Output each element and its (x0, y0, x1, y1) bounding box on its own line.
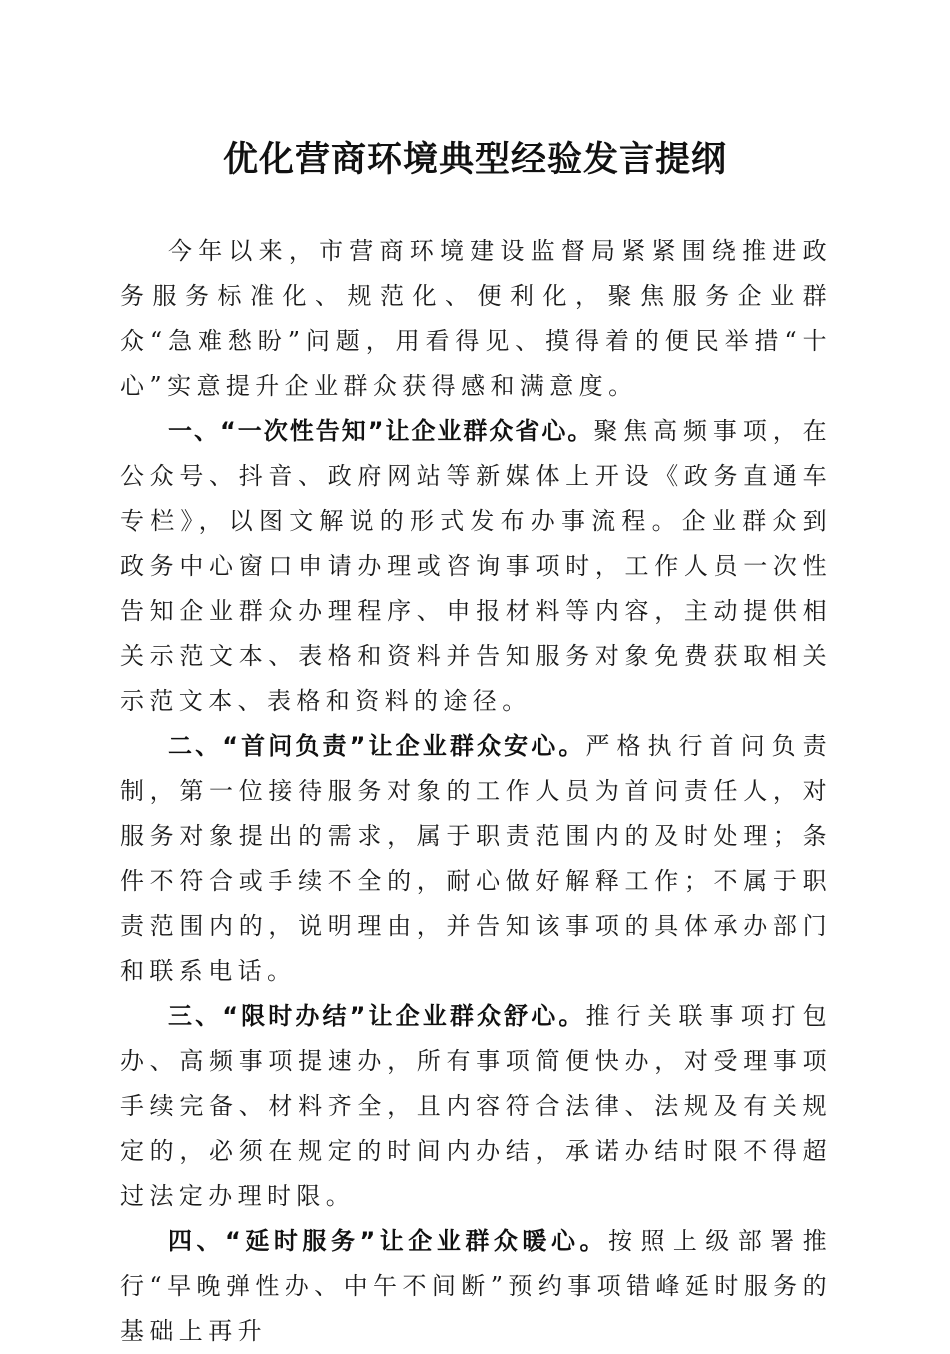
section-1-heading: 一、“一次性告知”让企业群众省心。 (168, 417, 594, 445)
section-1-paragraph (120, 409, 832, 724)
section-2-text: 严格执行首问负责制，第一位接待服务对象的工作人员为首问责任人，对服务对象提出的需求，属于职责范围内的及时处理；条件不符合或手续不全的，耐心做好解释工作；不属于职责范围内的，说明理由，并告知该事项的具体承办部门和联系电话。 (120, 732, 833, 985)
document-title: 优化营商环境典型经验发言提纲 (222, 139, 727, 180)
section-3-text: 推行关联事项打包办、高频事项提速办，所有事项简便快办，对受理事项手续完备、材料齐全，且内容符合法律、法规及有关规定的，必须在规定的时间内办结，承诺办结时限不得超过法定办理时限。 (120, 1002, 833, 1210)
section-4-text: 按照上级部署推行“早晚弹性办、中午不间断”预约事项错峰延时服务的基础上再升 (120, 1227, 832, 1345)
section-1-text: 聚焦高频事项，在公众号、抖音、政府网站等新媒体上开设《政务直通车专栏》，以图文解说的形式发布办事流程。企业群众到政务中心窗口申请办理或咨询事项时，工作人员一次性告知企业群众办理程序、申报材料等内容，主动提供相关示范文本、表格和资料并告知服务对象免费获取相关示范文本、表格和资料的途径。 (120, 417, 833, 715)
section-2-heading: 二、“首问负责”让企业群众安心。 (168, 732, 586, 760)
section-3-paragraph (120, 994, 832, 1219)
section-3-heading: 三、“限时办结”让企业群众舒心。 (168, 1002, 586, 1030)
section-2-paragraph (120, 724, 832, 994)
intro-paragraph: 今年以来，市营商环境建设监督局紧紧围绕推进政务服务标准化、规范化、便利化，聚焦服务企业群众“急难愁盼”问题，用看得见、摸得着的便民举措“十心”实意提升企业群众获得感和满意度。 (120, 237, 832, 400)
document-body (120, 229, 832, 1354)
section-4-paragraph (120, 1219, 832, 1354)
section-4-heading: 四、“延时服务”让企业群众暖心。 (168, 1227, 609, 1255)
